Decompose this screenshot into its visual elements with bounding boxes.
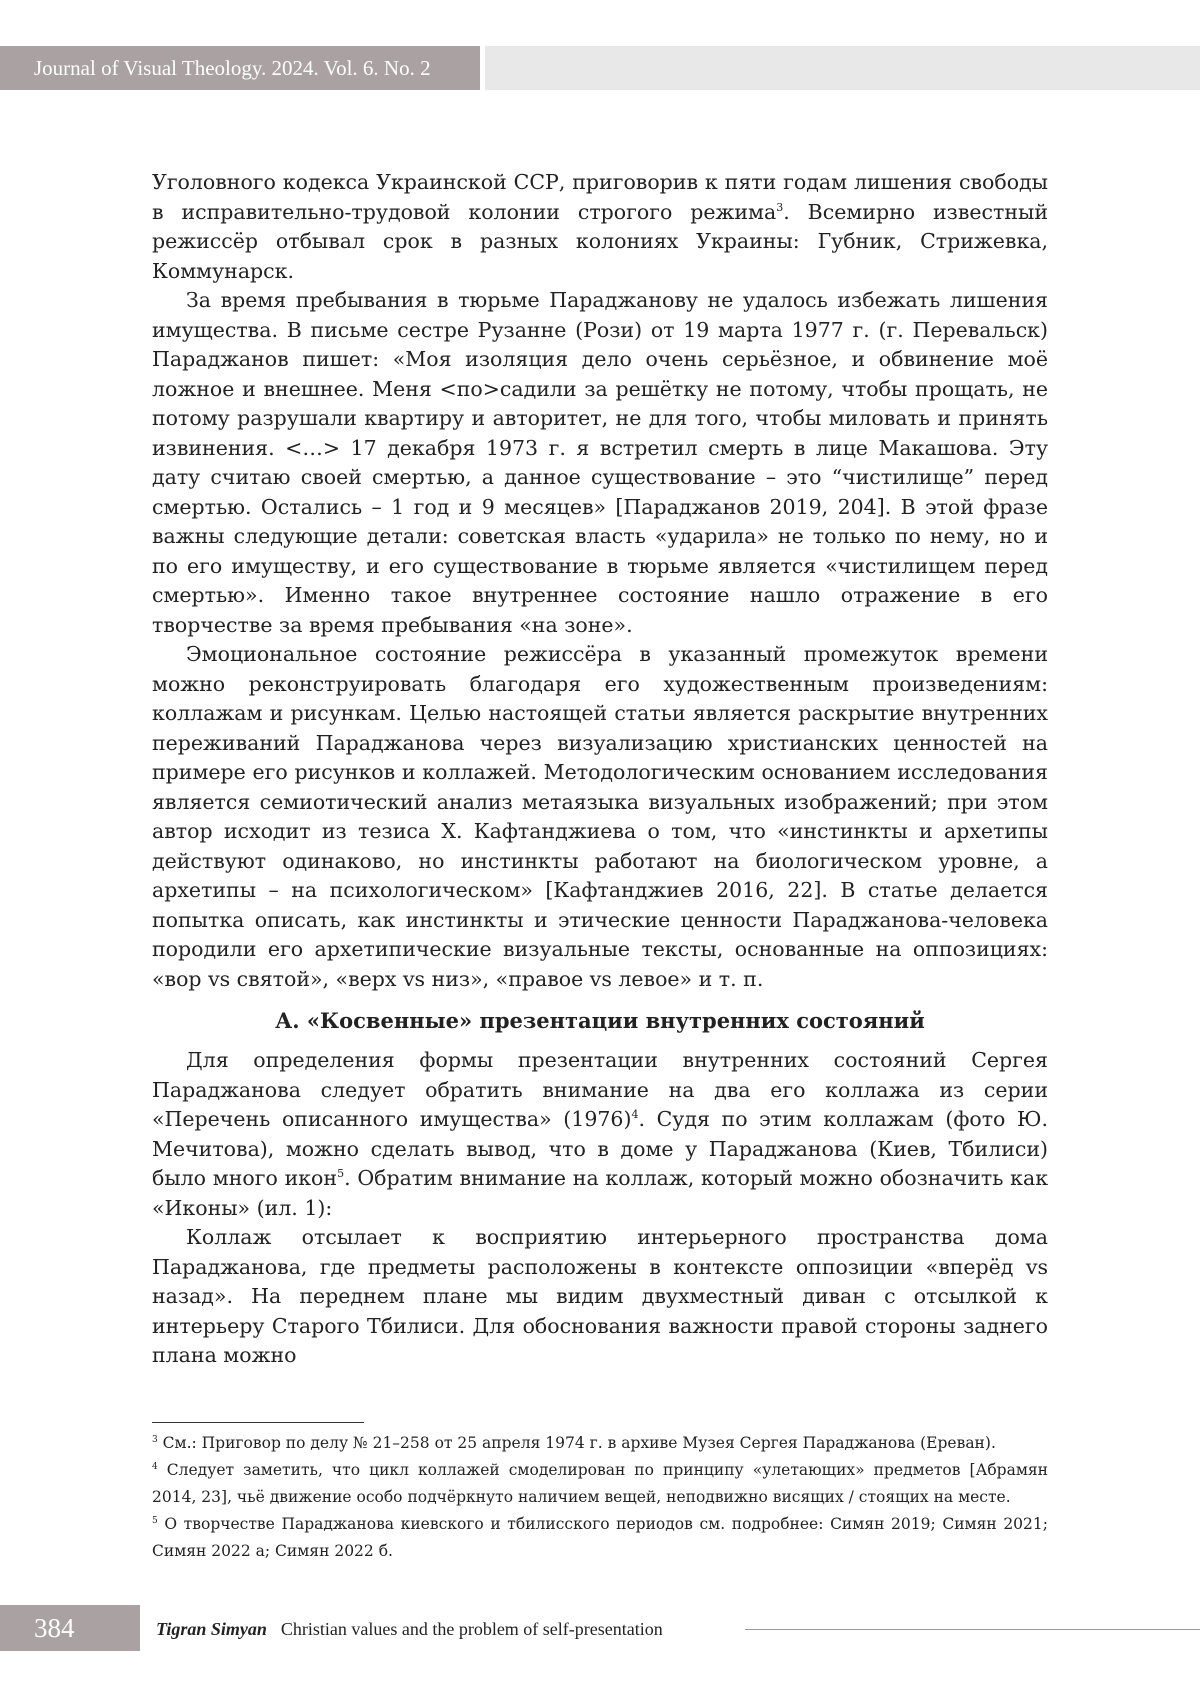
footnote-5: $^5$ О творчестве Параджанова киевского и тбилисского периодов см. подробнее: Симян 2019; Симян 2021; Симян 2022 а; Симян 2022 б.: [152, 1515, 1048, 1560]
page-number: 384: [34, 1613, 75, 1643]
footnote-4: $^4$ Следует заметить, что цикл коллажей смоделирован по принципу «улетающих» предметов [Абрамян 2014, 23], чьё движение особо подчёркнуто наличием вещей, неподвижно висящих / стоящих на месте.: [152, 1461, 1048, 1506]
journal-header: [0, 46, 480, 90]
paragraph-1: Уголовного кодекса Украинской ССР, приговорив к пяти годам лишения свободы в исправительно-трудовой колонии строгого режима$^3$. Всемирно известный режиссёр отбывал срок в разных колониях Украины: Губник, Стрижевка, Коммунарск.: [152, 170, 1048, 283]
footnotes: [152, 1430, 1048, 1565]
paragraph-2: За время пребывания в тюрьме Параджанову не удалось избежать лишения имущества. В письме сестре Рузанне (Рози) от 19 марта 1977 г. (г. Перевальск) Параджанов пишет: «Моя изоляция дело очень серьёзное, и обвинение моё ложное и внешнее. Меня <по>садили за решётку не потому, чтобы прощать, не потому разрушали квартиру и авторитет, не для того, чтобы миловать и принять извинения. <…> 17 декабря 1973 г. я встретил смерть в лице Макашова. Эту дату считаю своей смертью, а данное существование – это “чистилище” перед смертью. Остались – 1 год и 9 месяцев» [Параджанов 2019, 204]. В этой фразе важны следующие детали: советская власть «ударила» не только по нему, но и по его имуществу, и его существование в тюрьме является «чистилищем перед смертью». Именно такое внутреннее состояние нашло отражение в его творчестве за время пребывания «на зоне».: [152, 288, 1048, 637]
footer-author: Tigran Simyan: [156, 1619, 267, 1639]
page-number-box: [0, 1605, 140, 1651]
section-heading: А. «Косвенные» презентации внутренних состояний: [275, 1008, 925, 1033]
footer-divider: [745, 1629, 1200, 1630]
paragraph-4: Для определения формы презентации внутренних состояний Сергея Параджанова следует обратить внимание на два его коллажа из серии «Перечень описанного имущества» $(1976)^4$. Судя по этим коллажам (фото Ю. Мечитова), можно сделать вывод, что в доме у Параджанова (Киев, Тбилиси) было много икон$^5$. Обратим внимание на коллаж, который можно обозначить как «Иконы» (ил. 1):: [152, 1048, 1049, 1220]
running-footer: [156, 1612, 663, 1646]
footnote-ref-3[interactable]: 3: [776, 200, 784, 214]
footnote-ref-4[interactable]: 4: [631, 1108, 639, 1122]
footnote-3: $^3$ См.: Приговор по делу № 21–258 от 25 апреля 1974 г. в архиве Музея Сергея Параджанова (Ереван).: [152, 1434, 996, 1452]
article-body: [152, 168, 1048, 1371]
footnote-divider: [152, 1422, 364, 1423]
header-band: [485, 46, 1200, 90]
paragraph-3: Эмоциональное состояние режиссёра в указанный промежуток времени можно реконструировать благодаря его художественным произведениям: коллажам и рисункам. Целью настоящей статьи является раскрытие внутренних переживаний Параджанова через визуализацию христианских ценностей на примере его рисунков и коллажей. Методологическим основанием исследования является семиотический анализ метаязыка визуальных изображений; при этом автор исходит из тезиса Х. Кафтанджиева о том, что «инстинкты и архетипы действуют одинаково, но инстинкты работают на биологическом уровне, а архетипы – на психологическом» [Кафтанджиев 2016, 22]. В статье делается попытка описать, как инстинкты и этические ценности Параджанова-человека породили его архетипические визуальные тексты, основанные на оппозициях: «вор vs святой», «верх vs низ», «правое vs левое» и т. п.: [152, 642, 1048, 991]
journal-title: Journal of Visual Theology. 2024. Vol. 6. No. 2: [34, 56, 431, 80]
footnote-ref-5[interactable]: 5: [337, 1167, 345, 1181]
paragraph-5: Коллаж отсылает к восприятию интерьерного пространства дома Параджанова, где предметы расположены в контексте оппозиции «вперёд vs назад». На переднем плане мы видим двухместный диван с отсылкой к интерьеру Старого Тбилиси. Для обоснования важности правой стороны заднего плана можно: [152, 1225, 1048, 1367]
footer-title: Christian values and the problem of self-presentation: [280, 1619, 663, 1639]
